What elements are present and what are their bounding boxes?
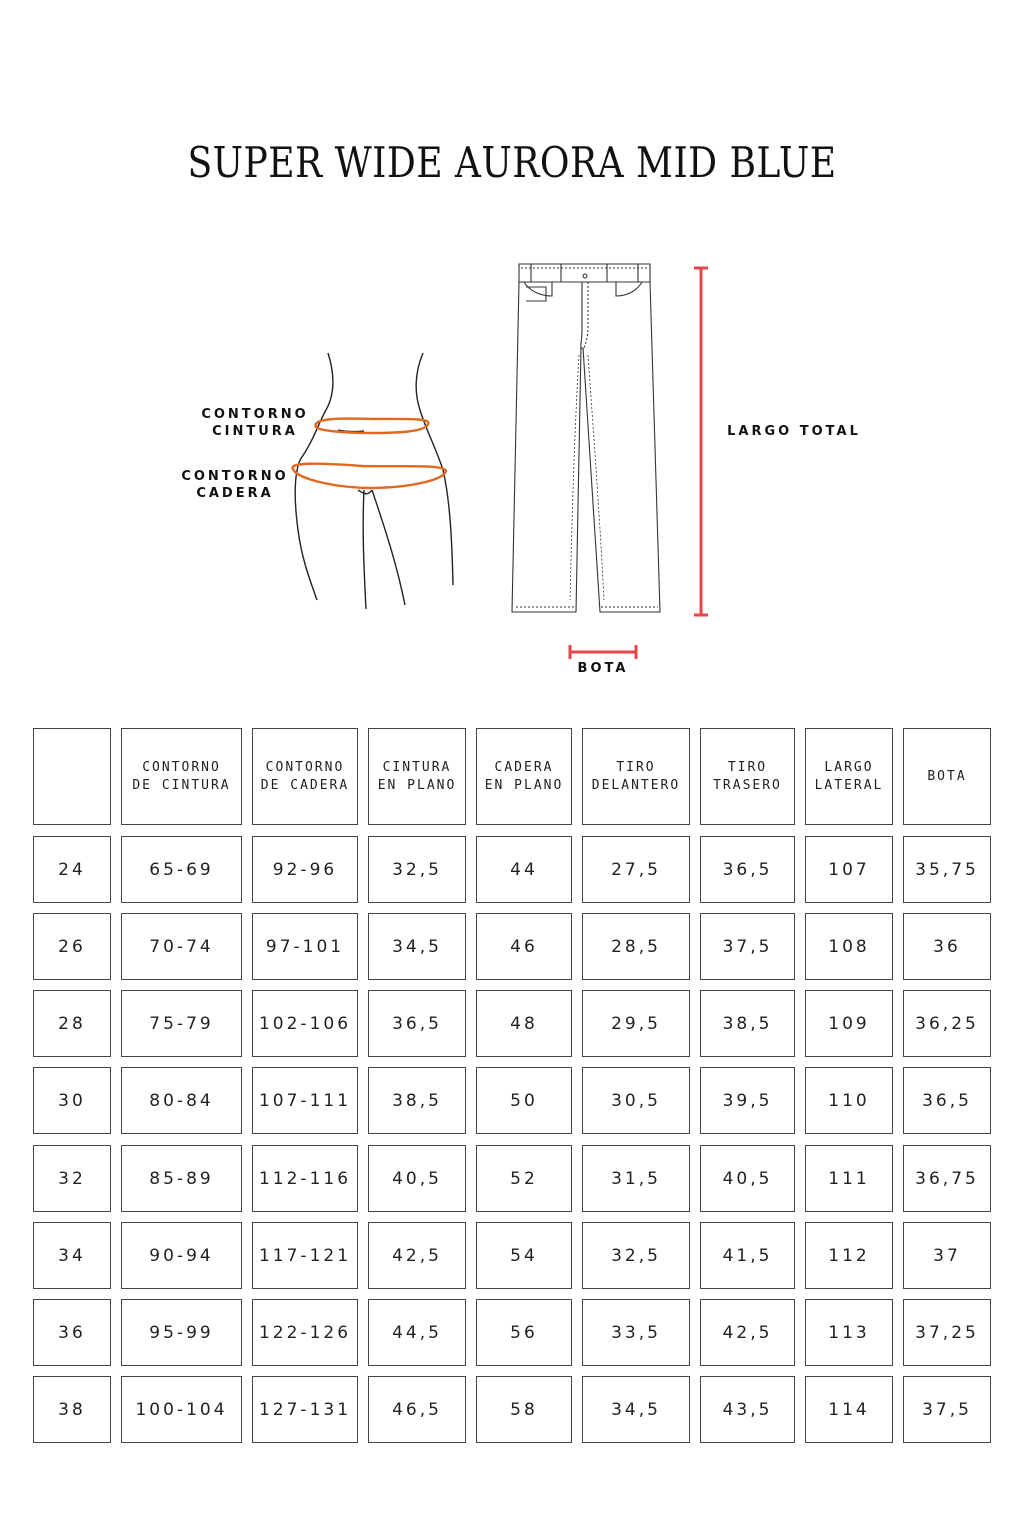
header-line2: DE CADERA bbox=[260, 777, 350, 793]
size-cell: 24 bbox=[33, 836, 111, 903]
table-cell: 27,5 bbox=[582, 836, 690, 903]
header-line2: DELANTERO bbox=[591, 777, 681, 793]
header-cell bbox=[368, 728, 466, 825]
table-cell: 35,75 bbox=[903, 836, 991, 903]
table-cell: 33,5 bbox=[582, 1299, 690, 1366]
table-cell: 36,5 bbox=[903, 1067, 991, 1134]
table-cell: 58 bbox=[476, 1376, 572, 1443]
table-cell: 37,5 bbox=[903, 1376, 991, 1443]
header-cell bbox=[903, 728, 991, 825]
largo-total-marker bbox=[694, 268, 708, 615]
jeans-icon bbox=[512, 264, 660, 612]
header-line1: TIRO bbox=[616, 759, 656, 775]
header-cell bbox=[700, 728, 795, 825]
header-line1: CADERA bbox=[494, 759, 554, 775]
table-cell: 36,25 bbox=[903, 990, 991, 1057]
table-cell: 34,5 bbox=[368, 913, 466, 980]
table-cell: 37,25 bbox=[903, 1299, 991, 1366]
header-text bbox=[485, 759, 564, 795]
table-cell: 110 bbox=[805, 1067, 893, 1134]
header-text bbox=[927, 768, 966, 786]
table-cell: 38,5 bbox=[700, 990, 795, 1057]
size-cell: 30 bbox=[33, 1067, 111, 1134]
table-cell: 46,5 bbox=[368, 1376, 466, 1443]
table-cell: 32,5 bbox=[582, 1222, 690, 1289]
table-cell: 127-131 bbox=[252, 1376, 358, 1443]
header-line2: TRASERO bbox=[713, 777, 782, 793]
table-cell: 46 bbox=[476, 913, 572, 980]
table-cell: 92-96 bbox=[252, 836, 358, 903]
size-cell: 26 bbox=[33, 913, 111, 980]
table-cell: 29,5 bbox=[582, 990, 690, 1057]
table-cell: 80-84 bbox=[121, 1067, 242, 1134]
table-cell: 37 bbox=[903, 1222, 991, 1289]
size-cell: 28 bbox=[33, 990, 111, 1057]
header-line1: CINTURA bbox=[382, 759, 452, 775]
header-line1: BOTA bbox=[927, 768, 967, 784]
waist-measure-line bbox=[316, 419, 429, 433]
table-cell: 114 bbox=[805, 1376, 893, 1443]
header-line2: LATERAL bbox=[814, 777, 884, 793]
table-cell: 107-111 bbox=[252, 1067, 358, 1134]
table-cell: 108 bbox=[805, 913, 893, 980]
size-cell: 36 bbox=[33, 1299, 111, 1366]
table-cell: 54 bbox=[476, 1222, 572, 1289]
table-cell: 95-99 bbox=[121, 1299, 242, 1366]
header-line2: EN PLANO bbox=[377, 777, 457, 793]
page-title: SUPER WIDE AURORA MID BLUE bbox=[187, 138, 837, 187]
table-cell: 112-116 bbox=[252, 1145, 358, 1212]
waist-label-line2: CINTURA bbox=[212, 424, 298, 439]
header-cell bbox=[805, 728, 893, 825]
table-cell: 31,5 bbox=[582, 1145, 690, 1212]
header-cell bbox=[252, 728, 358, 825]
table-cell: 44 bbox=[476, 836, 572, 903]
bota-label: BOTA bbox=[577, 661, 629, 676]
waist-label bbox=[180, 406, 330, 440]
table-cell: 30,5 bbox=[582, 1067, 690, 1134]
table-cell: 97-101 bbox=[252, 913, 358, 980]
table-cell: 85-89 bbox=[121, 1145, 242, 1212]
hip-measure-line bbox=[293, 464, 446, 488]
table-cell: 100-104 bbox=[121, 1376, 242, 1443]
table-cell: 28,5 bbox=[582, 913, 690, 980]
table-cell: 65-69 bbox=[121, 836, 242, 903]
table-cell: 109 bbox=[805, 990, 893, 1057]
header-text bbox=[261, 759, 349, 795]
table-cell: 36 bbox=[903, 913, 991, 980]
table-cell: 50 bbox=[476, 1067, 572, 1134]
header-text bbox=[815, 759, 884, 795]
table-cell: 36,5 bbox=[700, 836, 795, 903]
table-cell: 44,5 bbox=[368, 1299, 466, 1366]
waist-label-line1: CONTORNO bbox=[201, 407, 309, 422]
header-line1: CONTORNO bbox=[265, 759, 345, 775]
largo-total-label: LARGO TOTAL bbox=[727, 424, 861, 439]
measurement-diagram bbox=[0, 0, 1024, 700]
table-cell: 37,5 bbox=[700, 913, 795, 980]
hip-label bbox=[160, 468, 310, 502]
header-line1: LARGO bbox=[824, 759, 874, 775]
table-cell: 43,5 bbox=[700, 1376, 795, 1443]
table-cell: 42,5 bbox=[700, 1299, 795, 1366]
table-cell: 32,5 bbox=[368, 836, 466, 903]
table-cell: 38,5 bbox=[368, 1067, 466, 1134]
table-cell: 41,5 bbox=[700, 1222, 795, 1289]
header-text bbox=[592, 759, 680, 795]
size-cell: 38 bbox=[33, 1376, 111, 1443]
table-cell: 90-94 bbox=[121, 1222, 242, 1289]
header-cell bbox=[33, 728, 111, 825]
table-cell: 48 bbox=[476, 990, 572, 1057]
header-cell bbox=[582, 728, 690, 825]
header-line1: TIRO bbox=[727, 759, 768, 775]
table-cell: 52 bbox=[476, 1145, 572, 1212]
hip-label-line2: CADERA bbox=[196, 486, 274, 501]
header-text bbox=[713, 759, 782, 795]
table-cell: 117-121 bbox=[252, 1222, 358, 1289]
header-cell bbox=[121, 728, 242, 825]
bota-marker bbox=[570, 645, 636, 659]
header-text bbox=[378, 759, 457, 795]
header-text bbox=[132, 759, 230, 795]
table-cell: 34,5 bbox=[582, 1376, 690, 1443]
table-cell: 107 bbox=[805, 836, 893, 903]
header-line2: DE CINTURA bbox=[132, 777, 231, 793]
table-cell: 40,5 bbox=[700, 1145, 795, 1212]
table-cell: 36,5 bbox=[368, 990, 466, 1057]
header-line1: CONTORNO bbox=[142, 759, 221, 775]
table-cell: 39,5 bbox=[700, 1067, 795, 1134]
table-cell: 122-126 bbox=[252, 1299, 358, 1366]
size-cell: 34 bbox=[33, 1222, 111, 1289]
hip-label-line1: CONTORNO bbox=[181, 469, 289, 484]
header-cell bbox=[476, 728, 572, 825]
table-cell: 42,5 bbox=[368, 1222, 466, 1289]
table-cell: 70-74 bbox=[121, 913, 242, 980]
table-cell: 75-79 bbox=[121, 990, 242, 1057]
table-cell: 40,5 bbox=[368, 1145, 466, 1212]
table-cell: 112 bbox=[805, 1222, 893, 1289]
table-cell: 102-106 bbox=[252, 990, 358, 1057]
table-cell: 36,75 bbox=[903, 1145, 991, 1212]
header-line2: EN PLANO bbox=[484, 777, 564, 793]
table-cell: 113 bbox=[805, 1299, 893, 1366]
table-cell: 56 bbox=[476, 1299, 572, 1366]
size-cell: 32 bbox=[33, 1145, 111, 1212]
table-cell: 111 bbox=[805, 1145, 893, 1212]
